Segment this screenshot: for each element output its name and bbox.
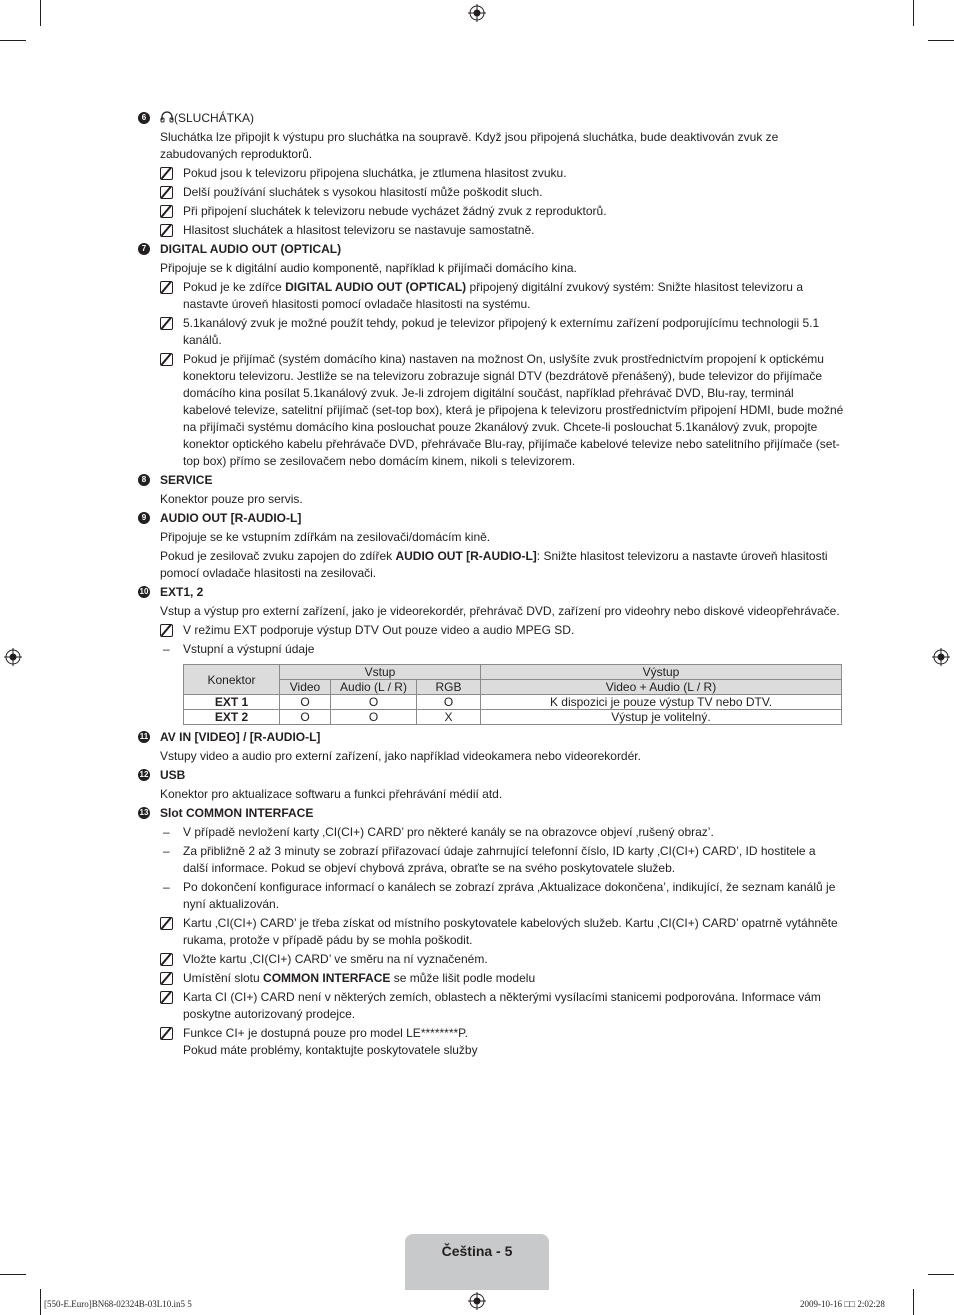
note-icon — [160, 991, 173, 1004]
page-number: Čeština - 5 — [441, 1243, 513, 1259]
paragraph-bold-text: AUDIO OUT [R-AUDIO-L] — [395, 549, 537, 563]
note — [160, 915, 844, 949]
table-row — [184, 695, 842, 710]
crop-mark — [0, 1274, 26, 1275]
note-icon — [160, 281, 173, 294]
note-icon — [160, 917, 173, 930]
crop-mark — [40, 1289, 41, 1315]
dash-text: V případě nevložení karty ‚CI(CI+) CARD’ pro některé kanály se na obrazovce objeví ‚rušený obraz’. — [183, 825, 714, 839]
table-cell: EXT 2 — [184, 710, 280, 725]
table-cell: O — [280, 695, 331, 710]
note-icon — [160, 317, 173, 330]
section-title: AV IN [VIDEO] / [R-AUDIO-L] — [160, 730, 321, 744]
page-content — [138, 110, 844, 1061]
note-text: Pokud je přijímač (systém domácího kina) nastaven na možnost On, uslyšíte zvuk prostřednictvím propojení k optickému konektoru televizoru. Jestliže se na televizoru zobrazuje signál DTV (bezdrátově přenášený), bude televizor do přijímače domácího kina posílat 5.1kanálový zvuk. Je-li zdrojem digitální součást, například přehrávač DVD, Blu-ray, terminál kabelové televize, satelitní přijímač (set-top box), která je připojena k televizoru prostřednictvím připojení HDMI, bude možné na přijímači systému domácího kina poslouchat pouze 2kanálový zvuk. Chcete-li poslouchat 5.1kanálový zvuk, propojte konektor optického kabelu přehrávače DVD, přehrávače Blu-ray, přijímače kabelové televize nebo satelitního přijímače (set-top box) přímo se zesilovačem nebo domácím kinem, nikoli s televizorem. — [183, 352, 844, 468]
note-icon — [160, 224, 173, 237]
table-cell: O — [331, 695, 417, 710]
section-audio-out — [138, 510, 844, 582]
section-number: 12 — [139, 770, 149, 779]
registration-mark-icon — [932, 648, 950, 666]
note — [160, 222, 844, 239]
section-digital-audio-out — [138, 241, 844, 470]
note-icon — [160, 1027, 173, 1040]
file-slug: [550-E.Euro]BN68-02324B-03L10.in5 5 — [44, 1299, 192, 1309]
section-title: USB — [160, 768, 186, 782]
table-cell: O — [331, 710, 417, 725]
table-cell: Výstup je volitelný. — [481, 710, 842, 725]
registration-mark-icon — [4, 648, 22, 666]
dash-item: – V případě nevložení karty ‚CI(CI+) CARD’ pro některé kanály se na obrazovce objeví ‚rušený obraz’. — [163, 825, 714, 839]
note-text: 5.1kanálový zvuk je možné použít tehdy, pokud je televizor připojený k externímu zařízení podporujícímu technologii 5.1 kanálů. — [183, 316, 820, 347]
registration-mark-icon — [468, 4, 486, 22]
paragraph: Vstup a výstup pro externí zařízení, jako je videorekordér, přehrávač DVD, zařízení pro videohry nebo diskové videopřehrávače. — [160, 604, 840, 618]
note-icon — [160, 186, 173, 199]
note — [160, 970, 844, 987]
note — [160, 351, 844, 470]
section-common-interface — [138, 805, 844, 1059]
table-cell: O — [417, 695, 481, 710]
note-text: připojený digitální zvukový systém: Snižte hlasitost televizoru a nastavte úroveň hlasitosti pomocí ovladače hlasitosti na systému. — [183, 280, 803, 311]
section-usb — [138, 767, 844, 803]
table-cell: X — [417, 710, 481, 725]
dash-text: Za přibližně 2 až 3 minuty se zobrazí přiřazovací údaje zahrnující telefonní číslo, ID karty ‚CI(CI+) CARD’, ID hostitele a další informace. Pokud se objeví chybová zpráva, obraťte se na svého poskytovatele služeb. — [183, 844, 816, 875]
note — [160, 184, 844, 201]
note — [160, 165, 844, 182]
dash-item: – Po dokončení konfigurace informací o kanálech se zobrazí zpráva ‚Aktualizace dokončena’, indikující, že seznam kanálů je nyní aktualizován. — [163, 880, 836, 911]
note — [160, 315, 844, 349]
note-icon — [160, 624, 173, 637]
note-text: Funkce CI+ je dostupná pouze pro model LE********P. — [183, 1026, 468, 1040]
note-text: se může lišit podle modelu — [390, 971, 536, 985]
headphones-icon — [160, 111, 174, 123]
note-text: Pokud jsou k televizoru připojena sluchátka, je ztlumena hlasitost zvuku. — [183, 166, 567, 180]
paragraph-text: : Snižte hlasitost televizoru a nastavte úroveň hlasitosti pomocí ovladače hlasitosti na zesilovači. — [160, 549, 828, 580]
note-bold-text: DIGITAL AUDIO OUT (OPTICAL) — [285, 280, 467, 294]
paragraph: Konektor pouze pro servis. — [160, 492, 303, 506]
date-slug: 2009-10-16 □□ 2:02:28 — [800, 1299, 885, 1309]
note-text: Karta CI (CI+) CARD není v některých zemích, oblastech a některými vysílacími stanicemi podporována. Informace vám poskytne autorizovaný prodejce. — [183, 990, 821, 1021]
note-text: Pokud máte problémy, kontaktujte poskytovatele služby — [183, 1043, 478, 1057]
table-header: RGB — [417, 680, 481, 695]
crop-mark — [0, 40, 26, 41]
section-number: 9 — [138, 512, 150, 524]
paragraph: Konektor pro aktualizace softwaru a funkci přehrávání médií atd. — [160, 787, 503, 801]
page-number-tab — [405, 1234, 549, 1290]
note-text: Delší používání sluchátek s vysokou hlasitostí může poškodit sluch. — [183, 185, 543, 199]
table-cell: EXT 1 — [184, 695, 280, 710]
section-heading — [160, 110, 844, 129]
dash-text: Vstupní a výstupní údaje — [183, 642, 315, 656]
table-header: Konektor — [184, 665, 280, 695]
crop-mark — [40, 0, 41, 26]
section-service — [138, 472, 844, 508]
note-icon — [160, 353, 173, 366]
note — [160, 203, 844, 220]
paragraph: Sluchátka lze připojit k výstupu pro sluchátka na soupravě. Když jsou připojená sluchátka, bude deaktivován zvuk ze zabudovaných reproduktorů. — [160, 130, 779, 161]
note — [160, 1025, 844, 1059]
table-header: Audio (L / R) — [331, 680, 417, 695]
table-header: Výstup — [481, 665, 842, 680]
note-bold-text: COMMON INTERFACE — [263, 971, 391, 985]
section-av-in — [138, 729, 844, 765]
crop-mark — [913, 0, 914, 26]
dash-item: – Za přibližně 2 až 3 minuty se zobrazí přiřazovací údaje zahrnující telefonní číslo, ID karty ‚CI(CI+) CARD’, ID hostitele a další informace. Pokud se objeví chybová zpráva, obraťte se na svého poskytovatele služeb. — [163, 844, 816, 875]
section-title: (SLUCHÁTKA) — [174, 111, 255, 125]
note-icon — [160, 953, 173, 966]
note-text: Vložte kartu ‚CI(CI+) CARD’ ve směru na ní vyznačeném. — [183, 952, 488, 966]
note — [160, 989, 844, 1023]
paragraph-text: Pokud je zesilovač zvuku zapojen do zdířek — [160, 549, 396, 563]
note-icon — [160, 167, 173, 180]
section-title: EXT1, 2 — [160, 585, 204, 599]
crop-mark — [928, 1274, 954, 1275]
note-text: Hlasitost sluchátek a hlasitost televizoru se nastavuje samostatně. — [183, 223, 535, 237]
crop-mark — [928, 40, 954, 41]
note — [160, 951, 844, 968]
section-number: 10 — [139, 587, 149, 596]
section-number: 7 — [138, 243, 150, 255]
paragraph: Připojuje se ke vstupním zdířkám na zesilovači/domácím kině. — [160, 530, 491, 544]
table-header: Video + Audio (L / R) — [481, 680, 842, 695]
crop-mark — [913, 1289, 914, 1315]
note-text: V režimu EXT podporuje výstup DTV Out pouze video a audio MPEG SD. — [183, 623, 575, 637]
dash-item: – Vstupní a výstupní údaje — [163, 642, 315, 656]
paragraph — [160, 548, 844, 582]
section-title: DIGITAL AUDIO OUT (OPTICAL) — [160, 242, 342, 256]
section-number: 8 — [138, 474, 150, 486]
note — [160, 622, 844, 639]
section-title: AUDIO OUT [R-AUDIO-L] — [160, 511, 302, 525]
paragraph: Připojuje se k digitální audio komponentě, například k přijímači domácího kina. — [160, 261, 577, 275]
note-text: Pokud je ke zdířce — [183, 280, 286, 294]
io-table — [183, 664, 842, 725]
table-cell: O — [280, 710, 331, 725]
table-header: Vstup — [280, 665, 481, 680]
note-text: Umístění slotu — [183, 971, 264, 985]
note — [160, 279, 844, 313]
note-text: Při připojení sluchátek k televizoru nebude vycházet žádný zvuk z reproduktorů. — [183, 204, 607, 218]
section-title: SERVICE — [160, 473, 213, 487]
dash-text: Po dokončení konfigurace informací o kanálech se zobrazí zpráva ‚Aktualizace dokončena’, indikující, že seznam kanálů je nyní aktualizován. — [183, 880, 836, 911]
table-row — [184, 710, 842, 725]
registration-mark-icon — [468, 1292, 486, 1310]
note-icon — [160, 972, 173, 985]
section-number: 13 — [139, 808, 149, 817]
paragraph: Vstupy video a audio pro externí zařízení, jako například videokamera nebo videorekordér. — [160, 749, 641, 763]
note-icon — [160, 205, 173, 218]
section-number: 11 — [139, 732, 149, 741]
section-ext — [138, 584, 844, 725]
table-header: Video — [280, 680, 331, 695]
table-cell: K dispozici je pouze výstup TV nebo DTV. — [481, 695, 842, 710]
section-number: 6 — [138, 112, 150, 124]
section-headphones — [138, 110, 844, 239]
section-title: Slot COMMON INTERFACE — [160, 806, 314, 820]
note-text: Kartu ‚CI(CI+) CARD’ je třeba získat od místního poskytovatele kabelových služeb. Kartu ‚CI(CI+) CARD’ opatrně vytáhněte rukama, protože v případě pádu by se mohla poškodit. — [183, 916, 838, 947]
